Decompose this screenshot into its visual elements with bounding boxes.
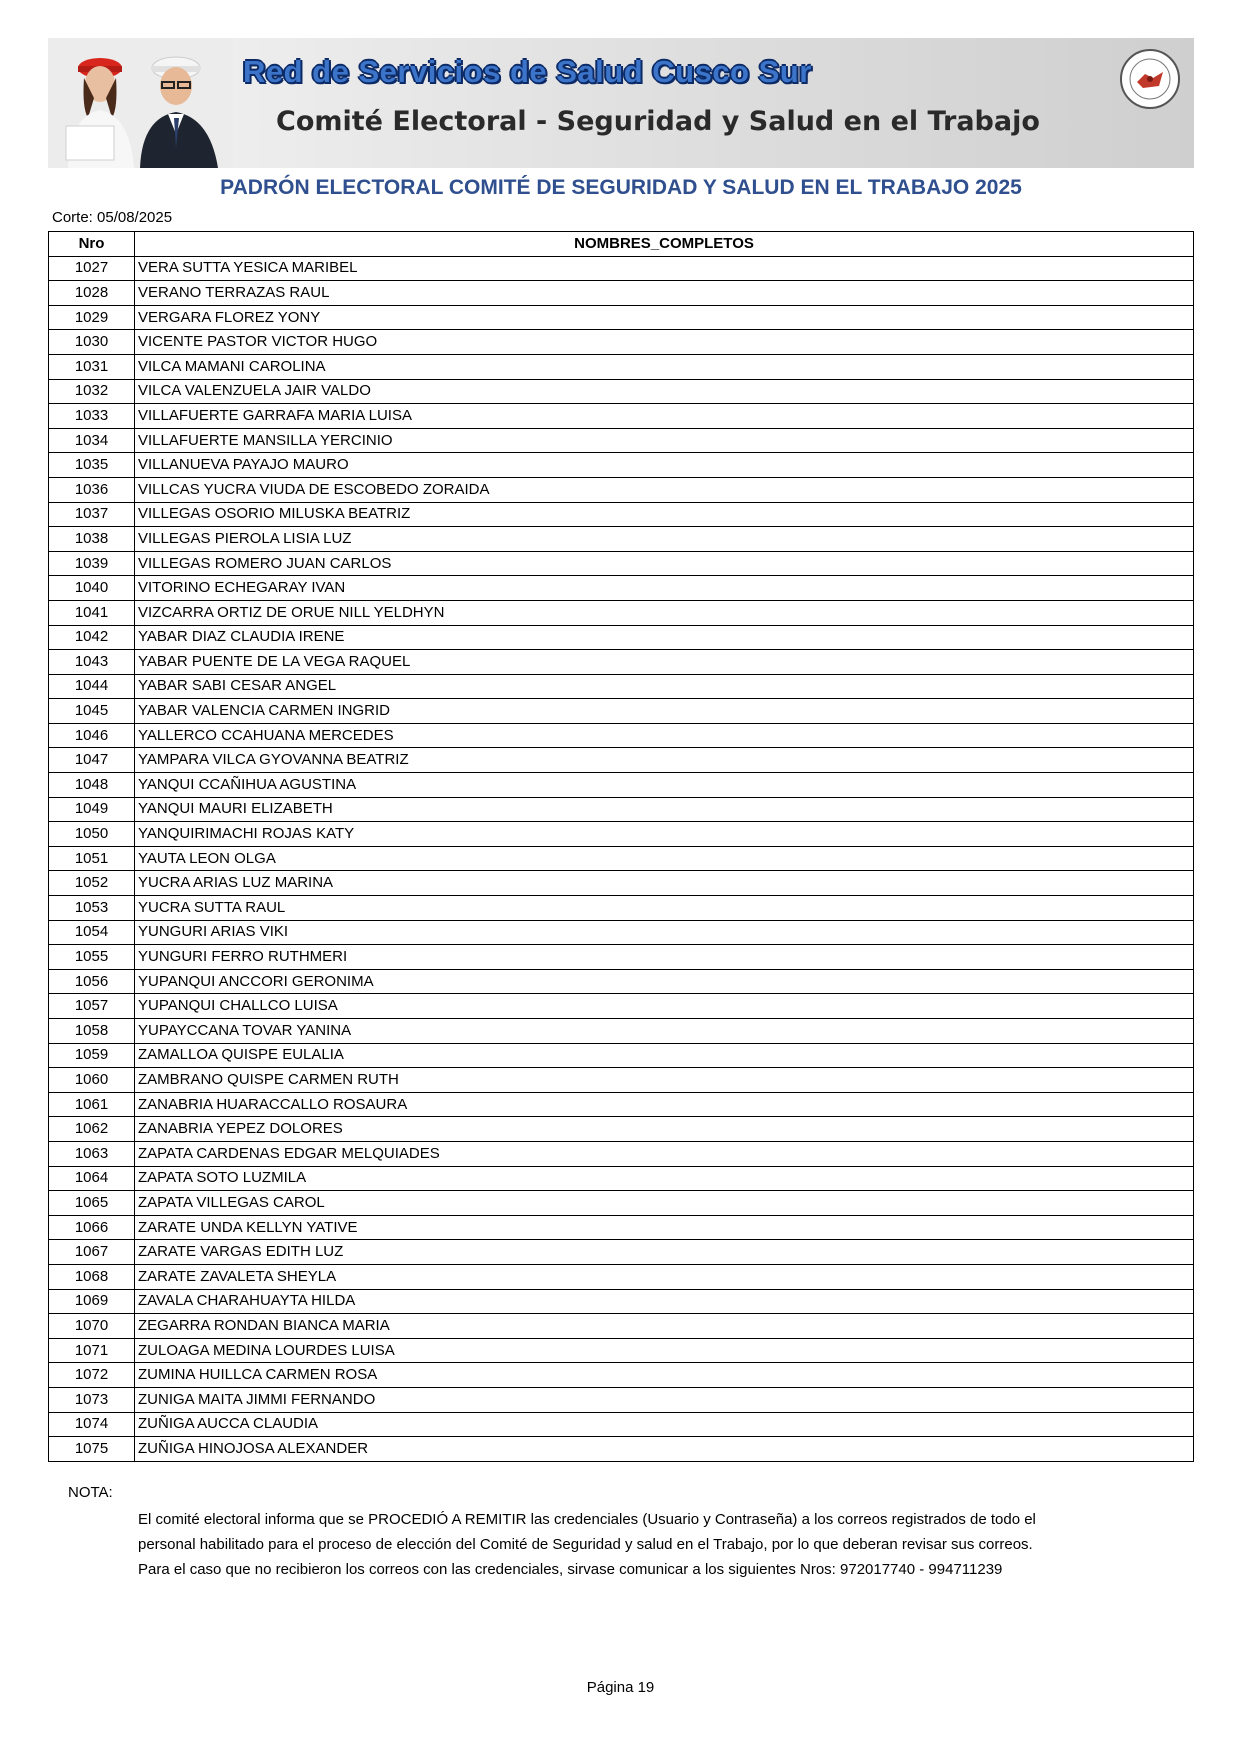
row-full-name: VITORINO ECHEGARAY IVAN [135, 576, 1194, 601]
row-full-name: YALLERCO CCAHUANA MERCEDES [135, 723, 1194, 748]
row-full-name: VILLANUEVA PAYAJO MAURO [135, 453, 1194, 478]
table-row [49, 1191, 1194, 1216]
table-row [49, 404, 1194, 429]
note-line: Para el caso que no recibieron los correos con las credenciales, sirvase comunicar a los siguientes Nros: 972017740 - 994711239 [138, 1561, 1003, 1578]
row-number: 1050 [49, 822, 135, 847]
row-number: 1054 [49, 920, 135, 945]
org-name: Red de Servicios de Salud Cusco Sur [243, 54, 812, 89]
row-full-name: VILLEGAS ROMERO JUAN CARLOS [135, 551, 1194, 576]
table-row [49, 1240, 1194, 1265]
table-row [49, 1068, 1194, 1093]
row-full-name: ZAVALA CHARAHUAYTA HILDA [135, 1289, 1194, 1314]
table-row [49, 527, 1194, 552]
row-number: 1051 [49, 846, 135, 871]
table-row [49, 600, 1194, 625]
row-number: 1056 [49, 969, 135, 994]
row-number: 1071 [49, 1338, 135, 1363]
table-row [49, 896, 1194, 921]
row-number: 1061 [49, 1092, 135, 1117]
row-number: 1035 [49, 453, 135, 478]
row-full-name: VILLAFUERTE MANSILLA YERCINIO [135, 428, 1194, 453]
table-row [49, 1215, 1194, 1240]
banner-subtitle: Comité Electoral - Seguridad y Salud en el Trabajo [276, 106, 1040, 137]
row-full-name: ZARATE VARGAS EDITH LUZ [135, 1240, 1194, 1265]
table-row [49, 551, 1194, 576]
workers-illustration-icon [48, 38, 233, 168]
row-number: 1033 [49, 404, 135, 429]
row-full-name: ZANABRIA HUARACCALLO ROSAURA [135, 1092, 1194, 1117]
table-row [49, 1387, 1194, 1412]
column-header-names: NOMBRES_COMPLETOS [135, 232, 1194, 257]
row-full-name: ZAPATA VILLEGAS CAROL [135, 1191, 1194, 1216]
table-row [49, 674, 1194, 699]
table-body [49, 256, 1194, 1461]
row-full-name: VERA SUTTA YESICA MARIBEL [135, 256, 1194, 281]
row-full-name: ZARATE ZAVALETA SHEYLA [135, 1264, 1194, 1289]
row-number: 1057 [49, 994, 135, 1019]
row-number: 1034 [49, 428, 135, 453]
table-row [49, 1264, 1194, 1289]
row-number: 1049 [49, 797, 135, 822]
row-number: 1067 [49, 1240, 135, 1265]
table-row [49, 1166, 1194, 1191]
row-number: 1069 [49, 1289, 135, 1314]
table-row [49, 1117, 1194, 1142]
table-row [49, 502, 1194, 527]
table-row [49, 1314, 1194, 1339]
table-row [49, 723, 1194, 748]
row-full-name: ZAPATA CARDENAS EDGAR MELQUIADES [135, 1141, 1194, 1166]
table-row [49, 846, 1194, 871]
row-number: 1044 [49, 674, 135, 699]
table-header-row [49, 232, 1194, 257]
row-number: 1047 [49, 748, 135, 773]
row-full-name: VILLAFUERTE GARRAFA MARIA LUISA [135, 404, 1194, 429]
table-row [49, 305, 1194, 330]
table-row [49, 428, 1194, 453]
table-row [49, 330, 1194, 355]
table-row [49, 1092, 1194, 1117]
row-number: 1028 [49, 281, 135, 306]
table-row [49, 1019, 1194, 1044]
row-full-name: YANQUIRIMACHI ROJAS KATY [135, 822, 1194, 847]
row-full-name: VERANO TERRAZAS RAUL [135, 281, 1194, 306]
cutoff-date: Corte: 05/08/2025 [52, 209, 173, 226]
row-full-name: VILLCAS YUCRA VIUDA DE ESCOBEDO ZORAIDA [135, 477, 1194, 502]
row-number: 1052 [49, 871, 135, 896]
row-number: 1046 [49, 723, 135, 748]
row-full-name: YUPANQUI ANCCORI GERONIMA [135, 969, 1194, 994]
table-row [49, 994, 1194, 1019]
column-header-nro: Nro [49, 232, 135, 257]
row-number: 1030 [49, 330, 135, 355]
row-full-name: VILCA VALENZUELA JAIR VALDO [135, 379, 1194, 404]
note-line: personal habilitado para el proceso de elección del Comité de Seguridad y salud en el Trabajo, por lo que deberan revisar sus correos. [138, 1536, 1033, 1553]
row-full-name: YUPAYCCANA TOVAR YANINA [135, 1019, 1194, 1044]
row-number: 1042 [49, 625, 135, 650]
table-row [49, 1289, 1194, 1314]
row-number: 1065 [49, 1191, 135, 1216]
row-number: 1041 [49, 600, 135, 625]
table-row [49, 453, 1194, 478]
row-full-name: YUNGURI ARIAS VIKI [135, 920, 1194, 945]
row-number: 1040 [49, 576, 135, 601]
row-full-name: VILLEGAS OSORIO MILUSKA BEATRIZ [135, 502, 1194, 527]
page-number: Página 19 [586, 1679, 655, 1696]
row-number: 1070 [49, 1314, 135, 1339]
row-full-name: YAUTA LEON OLGA [135, 846, 1194, 871]
table-row [49, 379, 1194, 404]
table-row [49, 354, 1194, 379]
row-full-name: ZUNIGA MAITA JIMMI FERNANDO [135, 1387, 1194, 1412]
table-row [49, 625, 1194, 650]
row-full-name: ZAMALLOA QUISPE EULALIA [135, 1043, 1194, 1068]
row-full-name: ZEGARRA RONDAN BIANCA MARIA [135, 1314, 1194, 1339]
row-number: 1032 [49, 379, 135, 404]
row-full-name: YABAR SABI CESAR ANGEL [135, 674, 1194, 699]
table-row [49, 477, 1194, 502]
header-banner [48, 38, 1194, 168]
row-number: 1075 [49, 1437, 135, 1462]
row-full-name: YABAR VALENCIA CARMEN INGRID [135, 699, 1194, 724]
row-full-name: ZUÑIGA HINOJOSA ALEXANDER [135, 1437, 1194, 1462]
row-full-name: YABAR PUENTE DE LA VEGA RAQUEL [135, 650, 1194, 675]
voters-table [48, 231, 1194, 1462]
row-full-name: YANQUI MAURI ELIZABETH [135, 797, 1194, 822]
row-full-name: VILCA MAMANI CAROLINA [135, 354, 1194, 379]
row-full-name: ZAMBRANO QUISPE CARMEN RUTH [135, 1068, 1194, 1093]
row-full-name: YANQUI CCAÑIHUA AGUSTINA [135, 773, 1194, 798]
row-full-name: VICENTE PASTOR VICTOR HUGO [135, 330, 1194, 355]
row-number: 1036 [49, 477, 135, 502]
row-number: 1027 [49, 256, 135, 281]
row-full-name: VERGARA FLOREZ YONY [135, 305, 1194, 330]
row-full-name: VIZCARRA ORTIZ DE ORUE NILL YELDHYN [135, 600, 1194, 625]
row-number: 1074 [49, 1412, 135, 1437]
row-full-name: YUPANQUI CHALLCO LUISA [135, 994, 1194, 1019]
row-number: 1031 [49, 354, 135, 379]
row-full-name: ZAPATA SOTO LUZMILA [135, 1166, 1194, 1191]
row-number: 1045 [49, 699, 135, 724]
page-title: PADRÓN ELECTORAL COMITÉ DE SEGURIDAD Y SALUD EN EL TRABAJO 2025 [220, 176, 1022, 199]
row-number: 1064 [49, 1166, 135, 1191]
table-row [49, 576, 1194, 601]
row-number: 1063 [49, 1141, 135, 1166]
table-row [49, 1412, 1194, 1437]
table-row [49, 945, 1194, 970]
row-number: 1053 [49, 896, 135, 921]
row-number: 1029 [49, 305, 135, 330]
table-row [49, 797, 1194, 822]
row-number: 1037 [49, 502, 135, 527]
row-full-name: YABAR DIAZ CLAUDIA IRENE [135, 625, 1194, 650]
table-row [49, 699, 1194, 724]
table-row [49, 1338, 1194, 1363]
table-row [49, 871, 1194, 896]
row-number: 1043 [49, 650, 135, 675]
row-number: 1060 [49, 1068, 135, 1093]
row-number: 1059 [49, 1043, 135, 1068]
row-full-name: ZULOAGA MEDINA LOURDES LUISA [135, 1338, 1194, 1363]
row-number: 1068 [49, 1264, 135, 1289]
table-row [49, 920, 1194, 945]
note-line: El comité electoral informa que se PROCEDIÓ A REMITIR las credenciales (Usuario y Contraseña) a los correos registrados de todo el [138, 1511, 1036, 1528]
table-row [49, 281, 1194, 306]
table-row [49, 1437, 1194, 1462]
note-text [138, 1507, 1178, 1582]
table-row [49, 773, 1194, 798]
row-full-name: ZANABRIA YEPEZ DOLORES [135, 1117, 1194, 1142]
table-row [49, 748, 1194, 773]
row-full-name: ZARATE UNDA KELLYN YATIVE [135, 1215, 1194, 1240]
table-row [49, 256, 1194, 281]
table-row [49, 650, 1194, 675]
row-number: 1066 [49, 1215, 135, 1240]
row-number: 1048 [49, 773, 135, 798]
row-full-name: YAMPARA VILCA GYOVANNA BEATRIZ [135, 748, 1194, 773]
row-number: 1072 [49, 1363, 135, 1388]
note-label: NOTA: [68, 1484, 113, 1501]
row-number: 1058 [49, 1019, 135, 1044]
table-row [49, 1043, 1194, 1068]
row-full-name: VILLEGAS PIEROLA LISIA LUZ [135, 527, 1194, 552]
row-number: 1062 [49, 1117, 135, 1142]
table-row [49, 1363, 1194, 1388]
table-row [49, 969, 1194, 994]
row-full-name: YUNGURI FERRO RUTHMERI [135, 945, 1194, 970]
row-number: 1073 [49, 1387, 135, 1412]
row-number: 1055 [49, 945, 135, 970]
row-number: 1039 [49, 551, 135, 576]
table-row [49, 822, 1194, 847]
row-full-name: ZUÑIGA AUCCA CLAUDIA [135, 1412, 1194, 1437]
row-number: 1038 [49, 527, 135, 552]
row-full-name: YUCRA ARIAS LUZ MARINA [135, 871, 1194, 896]
seal-logo-icon [1119, 48, 1181, 110]
row-full-name: ZUMINA HUILLCA CARMEN ROSA [135, 1363, 1194, 1388]
table-row [49, 1141, 1194, 1166]
row-full-name: YUCRA SUTTA RAUL [135, 896, 1194, 921]
